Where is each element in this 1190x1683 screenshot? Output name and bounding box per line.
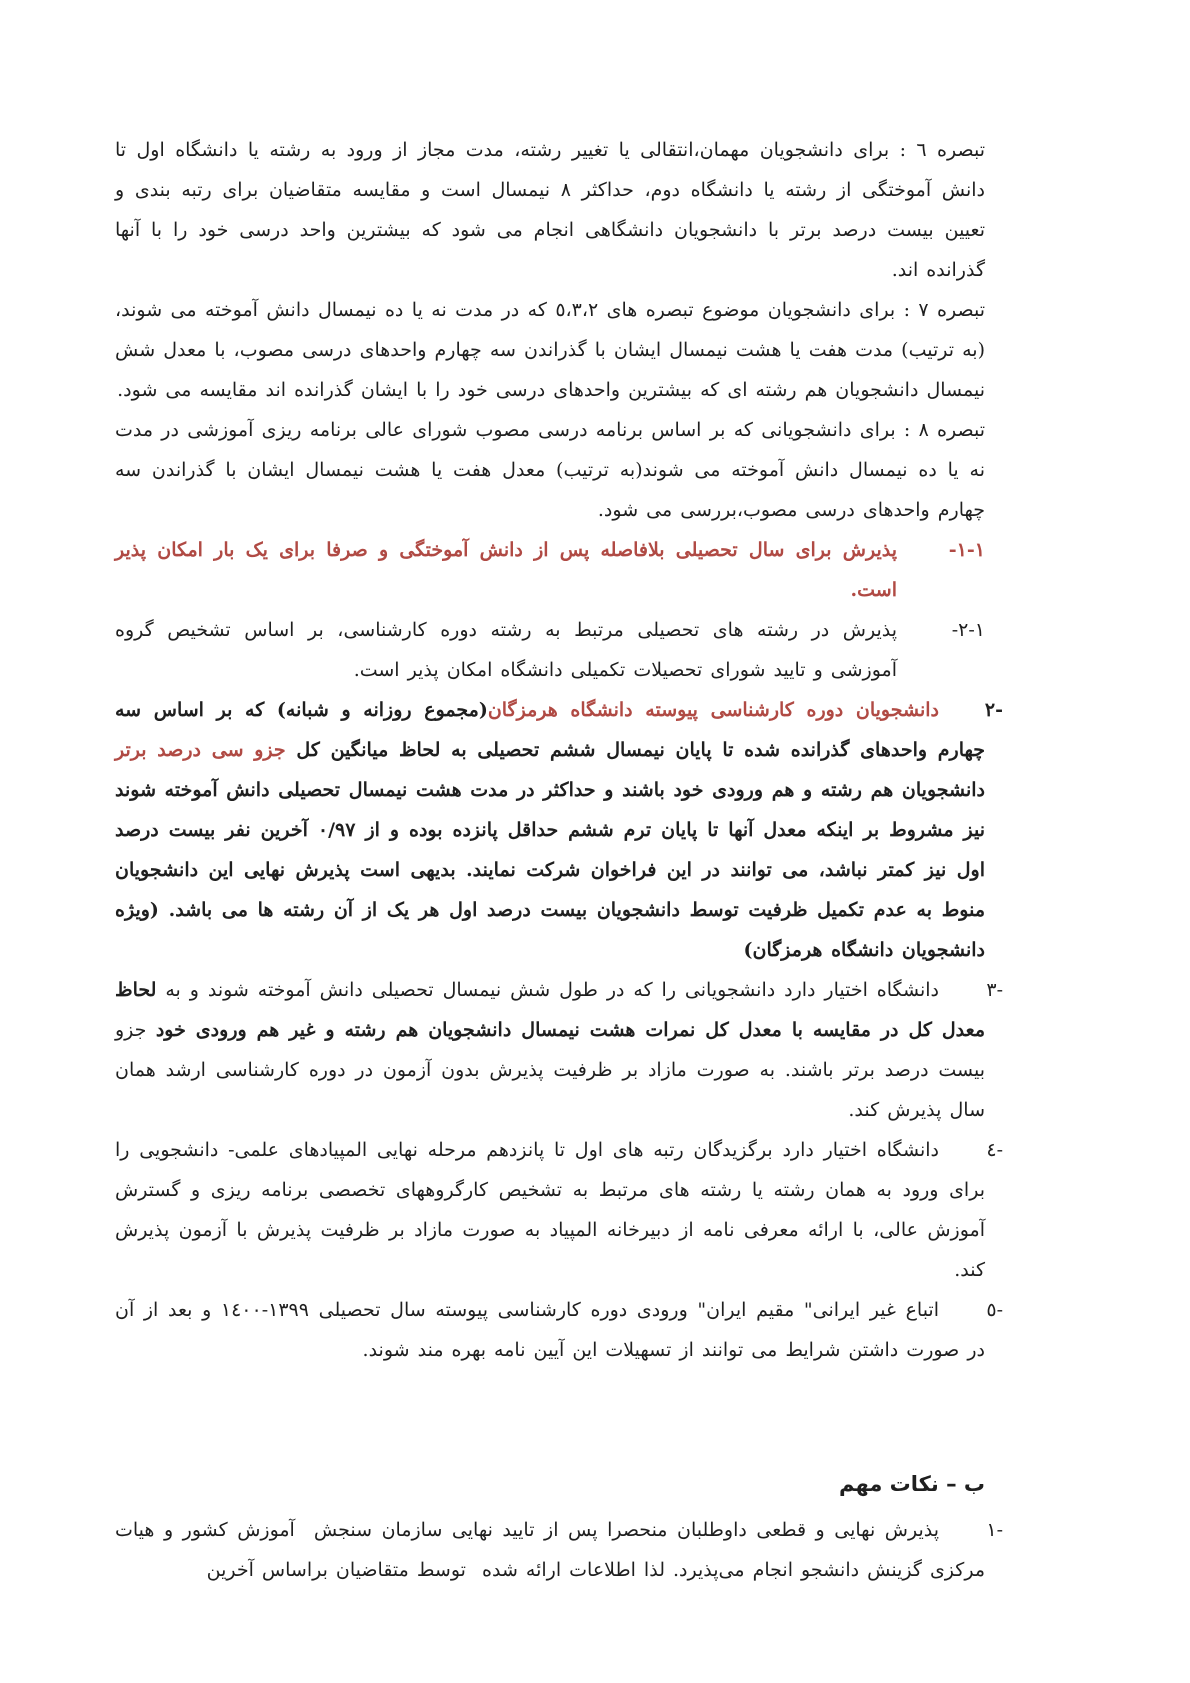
- item-3-emphasis: لحاظ معدل کل در مقایسه با معدل کل نمرات هشت نیمسال دانشجویان هم رشته و غیر هم ورودی خود: [115, 979, 985, 1041]
- item-text-3: [115, 970, 985, 1130]
- paragraph-tabsira-6: تبصره ٦ : برای دانشجویان مهمان،انتقالی یا تغییر رشته، مدت مجاز از ورود به رشته یا دانشگاه اول تا دانش آموختگی از رشته یا دانشگاه دوم، حداکثر ٨ نیمسال است و مقایسه متقاضیان برای رتبه بندی و تعیین بیست درصد برتر با دانشجویان دانشگاهی انجام می شود که بیشترین واحد درسی خود را با آنها گذرانده اند.: [115, 139, 985, 281]
- item-number-3: -٣: [986, 979, 1003, 1001]
- item-number-2: -٢: [984, 699, 1003, 721]
- list-item-5: [115, 1290, 1003, 1370]
- section-b-heading: ب – نکات مهم: [839, 1472, 985, 1496]
- item-text-2: [115, 690, 985, 970]
- item-number-4: -٤: [986, 1139, 1003, 1161]
- list-item-1-2: [115, 610, 985, 690]
- item-3-body-2: جزو بیست درصد برتر باشند. به صورت مازاد بر ظرفیت پذیرش بدون آزمون در دوره کارشناسی ارشد همان سال پذیرش کند.: [115, 1019, 985, 1121]
- item-number-5: -٥: [986, 1299, 1003, 1321]
- item-2-highlight-top30: جزو سی درصد برتر: [115, 739, 286, 761]
- item-number-1-2: ١-٢-: [951, 619, 985, 641]
- paragraph-tabsira-8: تبصره ٨ : برای دانشجویانی که بر اساس برنامه درسی مصوب شورای عالی برنامه ریزی آموزشی در مدت نه یا ده نیمسال دانش آموخته می شوند(به ترتیب) معدل هفت یا هشت نیمسال ایشان با گذراندن سه چهارم واحدهای درسی مصوب،بررسی می شود.: [115, 419, 985, 521]
- item-2-body-2: دانشجویان هم رشته و هم ورودی خود باشند و حداکثر در مدت هشت نیمسال تحصیلی دانش آموخته شوند نیز مشروط بر اینکه معدل آنها تا پایان ترم ششم حداقل پانزده بوده و از ٠/٩٧ آخرین نفر بیست درصد اول نیز کمتر نباشد، می توانند در این فراخوان شرکت نمایند. بدیهی است پذیرش نهایی این دانشجویان منوط به عدم تکمیل ظرفیت توسط دانشجویان بیست درصد اول هر یک از آن رشته ها می باشد. (ویژه دانشجویان دانشگاه هرمزگان): [115, 779, 985, 961]
- item-text-1-1: پذیرش برای سال تحصیلی بلافاصله پس از دانش آموختگی و صرفا برای یک بار امکان پذیر است.: [115, 539, 897, 601]
- item-text-1-2: پذیرش در رشته های تحصیلی مرتبط به رشته دوره کارشناسی، بر اساس تشخیص گروه آموزشی و تایید شورای تحصیلات تکمیلی دانشگاه امکان پذیر است.: [115, 619, 897, 681]
- list-item-2: [115, 690, 1003, 970]
- note-text-1: پذیرش نهایی و قطعی داوطلبان منحصرا پس از تایید نهایی سازمان سنجش آموزش کشور و هیات مرکزی گزینش دانشجو انجام می‌پذیرد. لذا اطلاعات ارائه شده توسط متقاضیان براساس آخرین: [115, 1519, 985, 1581]
- list-item-3: [115, 970, 1003, 1130]
- note-item-1: [115, 1510, 1003, 1590]
- item-number-1-1: ١-١-: [948, 539, 985, 561]
- item-text-4: دانشگاه اختیار دارد برگزیدگان رتبه های اول تا پانزدهم مرحله نهایی المپیادهای علمی- دانشجویی را برای ورود به همان رشته یا رشته های مرتبط به تشخیص کارگروههای تخصصی برنامه ریزی و گسترش آموزش عالی، با ارائه معرفی نامه از دبیرخانه المپیاد به صورت مازاد بر ظرفیت پذیرش با آزمون پذیرش کند.: [115, 1139, 985, 1281]
- item-2-highlight-university: دانشجویان دوره کارشناسی پیوسته دانشگاه هرمزگان: [487, 699, 939, 721]
- item-2-body-1: (مجموع روزانه و شبانه) که بر اساس سه چهارم واحدهای گذرانده شده تا پایان نیمسال ششم تحصیلی به لحاظ میانگین کل: [115, 699, 985, 761]
- list-item-1-1: [115, 530, 985, 610]
- paragraph-tabsira-7: تبصره ٧ : برای دانشجویان موضوع تبصره های ٥،٣،٢ که در مدت نه یا ده نیمسال دانش آموخته می شوند،(به ترتیب) مدت هفت یا هشت نیمسال ایشان با گذراندن سه چهارم واحدهای درسی مصوب، با معدل شش نیمسال دانشجویان هم رشته ای که بیشترین واحدهای درسی خود را با ایشان گذرانده اند مقایسه می شود.: [115, 299, 985, 401]
- note-number-1: -١: [986, 1519, 1003, 1541]
- list-item-4: [115, 1130, 1003, 1290]
- item-text-5: اتباع غیر ایرانی" مقیم ایران" ورودی دوره کارشناسی پیوسته سال تحصیلی ١٣٩٩-١٤٠٠ و بعد از آن در صورت داشتن شرایط می توانند از تسهیلات این آیین نامه بهره مند شوند.: [115, 1299, 985, 1361]
- item-3-body-1: دانشگاه اختیار دارد دانشجویانی را که در طول شش نیمسال تحصیلی دانش آموخته شوند و به: [156, 979, 939, 1001]
